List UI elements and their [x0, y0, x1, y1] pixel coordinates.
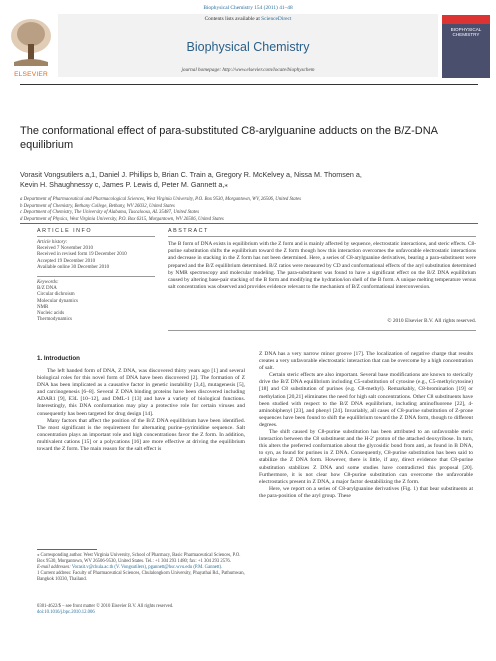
body-paragraph: Z DNA has a very narrow minor groove [17]. The localization of negative charge that results creates a very unfavorable electrostatic interaction that can be overcome by a high concentration of salt. — [259, 351, 473, 372]
affiliation-d: d Department of Physics, West Virginia University, P.O. Box 6315, Morgantown, WV 26506, United States — [20, 216, 224, 222]
keyword-item: B/Z DNA — [37, 286, 57, 292]
affiliation-a: a Department of Pharmaceutical and Pharmacological Sciences, West Virginia University, P.O. Box 9530, Morgantown, WV, 26506, United States — [20, 197, 301, 202]
abstract-bottom-rule — [168, 330, 476, 331]
footnote-corresponding: ⁎ Corresponding author. West Virginia University, School of Pharmacy, Basic Pharmaceutical Sciences, P.O. Box 9530, Morgantown, WV 26506-9530, United States. Tel.: +1 304 293 1480; fax: +1 304 293 2576. — [37, 553, 241, 564]
sciencedirect-link[interactable]: ScienceDirect — [261, 16, 292, 22]
keywords-label: Keywords: — [37, 280, 59, 285]
abstract-rule — [168, 236, 476, 237]
history-revised: Received in revised form 19 December 2010 — [37, 252, 127, 258]
keywords-block — [37, 280, 162, 323]
footnote-current-address: 1 Current address: Faculty of Pharmaceutical Sciences, Chulalongkorn University, Phayathai Rd., Pathumwan, Bangkok 10330, Thailand. — [37, 570, 245, 582]
contents-prefix: Contents lists available at — [204, 16, 262, 22]
journal-cover-title: BIOPHYSICAL CHEMISTRY — [450, 27, 482, 37]
issn-block — [37, 604, 245, 616]
doi-link[interactable]: doi:10.1016/j.bpc.2010.12.006 — [37, 609, 95, 615]
abstract-text: The B form of DNA exists in equilibrium with the Z form and is mainly affected by sequence, electrostatic interactions, and steric effects. C8-purine substitution shifts the equilibrium toward the Z form though how this interaction overcomes the unfavorable electrostatic interactions and decrease in stacking in the Z form has not been determined. Here, a series of C8-arylguanine derivatives, bearing a para-substituent were prepared and the B/Z equilibrium determined. B/Z ratios were measured by CD and conformational effects of the aryl substitution determined by NMR spectroscopy and molecular modeling. The para-substituent was found to have a significant effect on the B/Z DNA equilibrium caused by altering base-pair stacking of the B form and modifying the hydration/ion shell of the B form. A unique melting temperature versus salt concentration was observed and provides evidence relevant to the mechanism of B/Z conformational interconversion. — [168, 241, 476, 291]
affiliation-b: b Department of Chemistry, Bethany College, Bethany, WV 26032, United States — [20, 203, 175, 209]
footnotes — [37, 553, 245, 583]
body-paragraph: Many factors that affect the position of the B/Z DNA equilibrium have been identified. The most significant is the requirement for alternating purine–pyrimidine sequence. Salt concentration plays an important role and high concentrations favor the Z form. In addition, multivalent cations [15] or a polycations [16] are more effective at driving the equilibrium toward the Z form. The main reason for the salt effect is — [37, 417, 245, 453]
article-info-heading: ARTICLE INFO — [37, 228, 93, 234]
journal-homepage[interactable]: journal homepage: http://www.elsevier.com/locate/biophyschem — [181, 67, 315, 73]
keyword-item: Circular dichroism — [37, 292, 75, 298]
body-paragraph: Here, we report on a series of C8-arylguanine derivatives (Fig. 1) that bear substituents at the para-position of the aryl group. These — [259, 485, 473, 499]
author-list — [20, 170, 480, 189]
body-paragraph: The shift caused by C8-purine substitution has been attributed to an unfavorable steric interaction between the C8 substituent and the H-2′ proton of the attached deoxyribose. In turn, this alters the preferred conformation about the glycosidic bond from anti, as found in B DNA, to syn, as found for purines in Z DNA. Consequently, C8-purine substitution has been said to stabilize the Z DNA form. However, there is little, if any, direct evidence that C8-purine substitution stabilizes Z DNA and some studies have contradicted this proposal [20]. Furthermore, it is not clear how C8-purine substitution can overcome the unfavorable electrostatics present in Z DNA, a major factor destabilizing the Z form. — [259, 429, 473, 485]
elsevier-tree-logo — [6, 14, 56, 70]
keywords-rule — [37, 276, 155, 277]
history-online: Available online 30 December 2010 — [37, 264, 110, 270]
article-info-rule — [37, 236, 155, 237]
keyword-item: Thermodynamics — [37, 317, 72, 323]
abstract-heading: ABSTRACT — [168, 228, 209, 234]
email-links[interactable]: Vorasit.v@chula.ac.th (V. Vongsutilers), pgannett@hsc.wvu.edu (P.M. Gannett). — [71, 564, 223, 570]
body-column-right — [259, 351, 473, 500]
affiliation-c: c Department of Chemistry, The University of Alabama, Tuscaloosa, AL 35487, United States — [20, 210, 200, 215]
journal-name[interactable]: Biophysical Chemistry — [186, 40, 310, 54]
history-label: Article history: — [37, 240, 68, 245]
footnote-emails — [37, 565, 245, 571]
body-paragraph: Certain steric effects are also important. Several base modifications are known to sterically drive the B/Z DNA equilibrium including C5-substitution of cytosine (e.g., C5-methylcytosine) [18] and C8 substitution of purines (e.g. C8-methyl). Remarkably, C8-bromination [19] or methylation [20,21] eliminates the need for high salt concentrations. Other C8 substituents have been studied with respect to the B/Z DNA equilibrium, including aminofluorene [22], 4-aminobiphenyl [23], and phenyl [24]. Invariably, all cases of C8-purine substitution of Z-prone sequences have been found to shift the equilibrium toward the Z DNA form, though to different degrees. — [259, 372, 473, 428]
abstract-copyright: © 2010 Elsevier B.V. All rights reserved. — [387, 318, 476, 324]
elsevier-logo-text: ELSEVIER — [14, 71, 48, 78]
keyword-item: Nucleic acids — [37, 311, 65, 317]
journal-cover-band — [442, 15, 490, 24]
email-label: E-mail addresses: — [37, 564, 71, 570]
body-paragraph: The left handed form of DNA, Z DNA, was discovered thirty years ago [1] and several biological roles for this novel form of DNA have been discovered [2]. The formation of Z DNA has been implicated as a causative factor in genetic instability [3,4], mutagenesis [5], and carcinogenesis [6–8]. Several Z DNA binding proteins have been discovered including ADAR1 [9], E3L [10–12], and DML-1 [13] and have a variety of biological functions. Interestingly, this DNA conformation may play a protective role for certain viruses and consequently has been targeted for drug design [14]. — [37, 368, 245, 417]
history-accepted: Accepted 19 December 2010 — [37, 258, 96, 264]
footnote-rule — [37, 549, 97, 550]
contents-line — [58, 16, 438, 22]
authors-line-1: Vorasit Vongsutilers a,1, Daniel J. Phillips b, Brian C. Train a, Gregory R. McKelvey a, Nissa M. Thomsen a, — [20, 170, 362, 179]
article-title: The conformational effect of para-substituted C8-arylguanine adducts on the B/Z-DNA equilibrium — [20, 125, 438, 151]
journal-cover-thumbnail — [442, 15, 490, 78]
running-header: Biophysical Chemistry 154 (2011) 41–48 — [203, 5, 293, 11]
history-received: Received 7 November 2010 — [37, 246, 93, 252]
title-block-rule — [20, 223, 478, 224]
keyword-item: Molecular dynamics — [37, 298, 78, 304]
masthead-rule — [20, 84, 478, 85]
section-heading-introduction: 1. Introduction — [37, 355, 80, 362]
issn-line: 0301-4622/$ – see front matter © 2010 Elsevier B.V. All rights reserved. — [37, 604, 174, 609]
article-history — [37, 240, 162, 271]
authors-line-2: Kevin H. Shaughnessy c, James P. Lewis d, Peter M. Gannett a,⁎ — [20, 179, 229, 189]
keyword-item: NMR — [37, 304, 49, 310]
body-column-left — [37, 368, 245, 453]
